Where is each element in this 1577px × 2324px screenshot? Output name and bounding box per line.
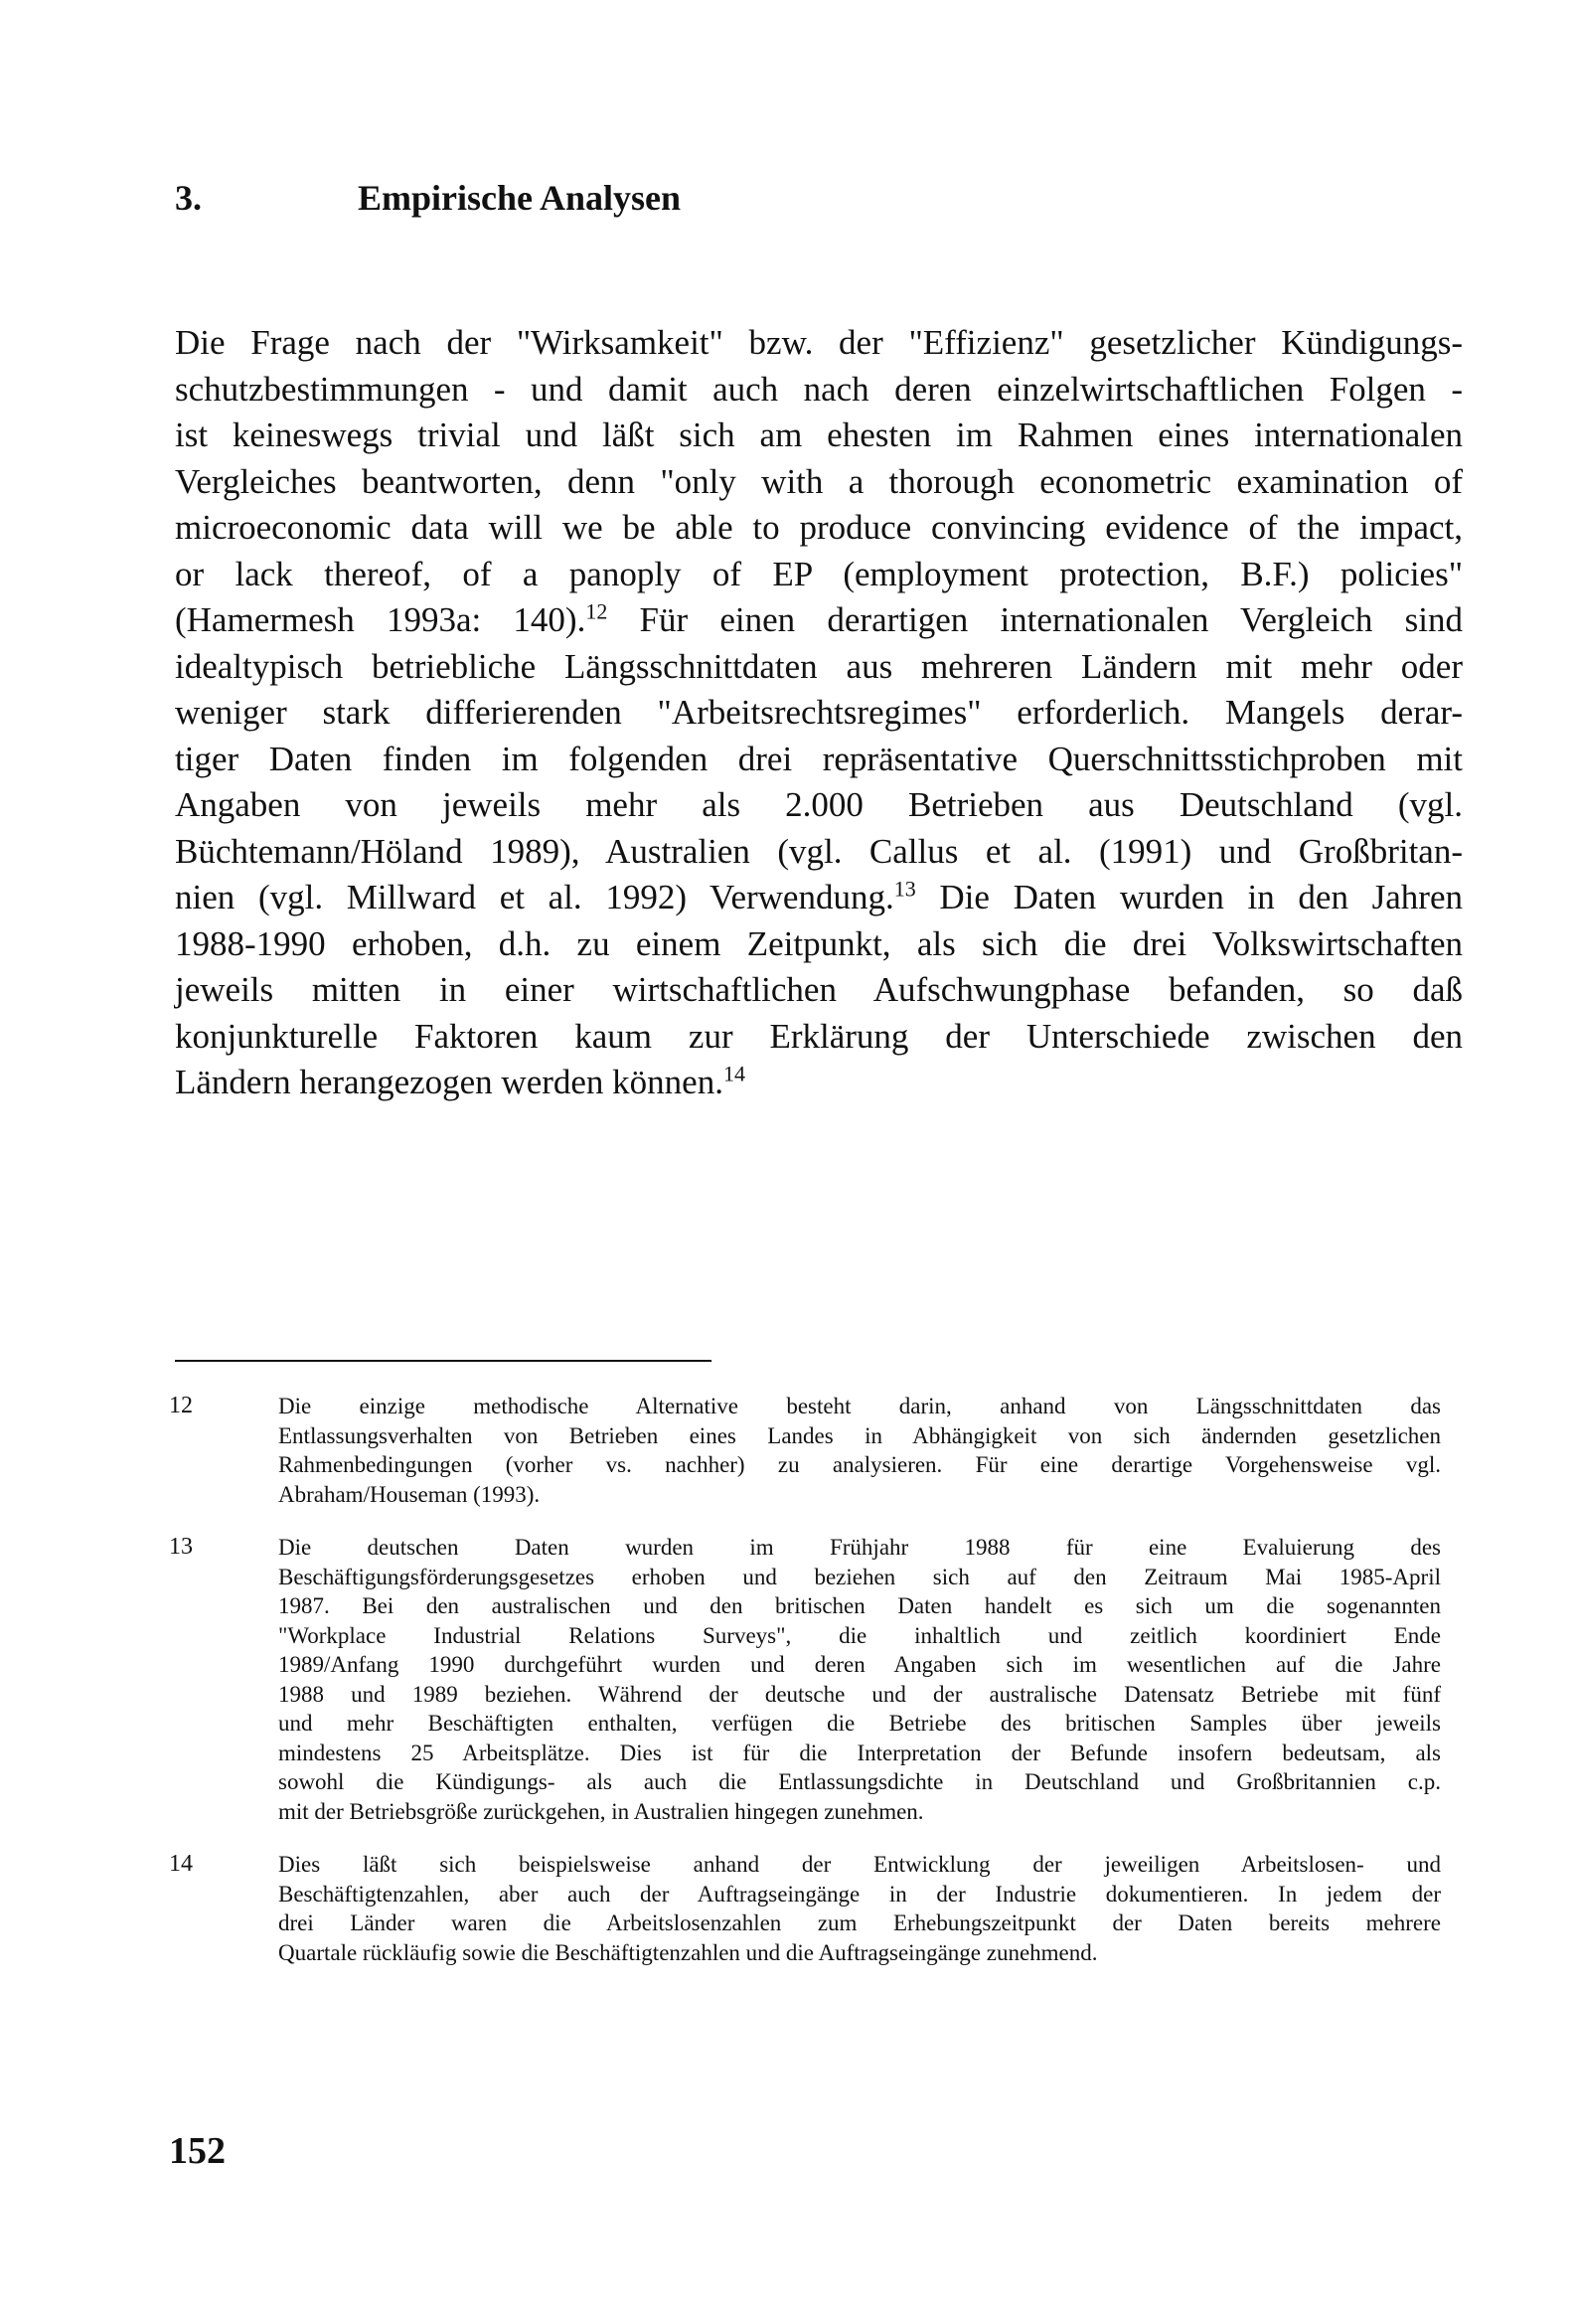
section-heading: [175, 177, 681, 219]
body-line: Angaben von jeweils mehr als 2.000 Betrieben aus Deutschland (vgl.: [175, 785, 1463, 824]
footnote-line: 1988 und 1989 beziehen. Während der deutsche und der australische Datensatz Betriebe mit fünf: [278, 1681, 1441, 1707]
body-line: Büchtemann/Höland 1989), Australien (vgl. Callus et al. (1991) und Großbritan-: [175, 831, 1463, 871]
body-line-text: nien (vgl. Millward et al. 1992) Verwendung.: [175, 878, 894, 916]
body-line: microeconomic data will we be able to produce convincing evidence of the impact,: [175, 508, 1463, 547]
footnote-text: [278, 1850, 1441, 1967]
footnote-line: Beschäftigtenzahlen, aber auch der Auftragseingänge in der Industrie dokumentieren. In jedem der: [278, 1881, 1441, 1907]
footnote-12: [169, 1392, 1441, 1509]
footnote-line: sowohl die Kündigungs- als auch die Entlassungsdichte in Deutschland und Großbritannien c.p.: [278, 1769, 1441, 1794]
footnote-line: mindestens 25 Arbeitsplätze. Dies ist für die Interpretation der Befunde insofern bedeutsam, als: [278, 1740, 1441, 1765]
body-line: konjunkturelle Faktoren kaum zur Erklärung der Unterschiede zwischen den: [175, 1016, 1463, 1056]
footnote-number: 12: [169, 1393, 193, 1418]
footnotes: [169, 1392, 1441, 1991]
footnote-line: Abraham/Houseman (1993).: [278, 1481, 541, 1507]
footnote-text: [278, 1392, 1441, 1509]
footnote-line: mit der Betriebsgröße zurückgehen, in Australien hingegen zunehmen.: [278, 1798, 924, 1824]
footnote-line: drei Länder waren die Arbeitslosenzahlen zum Erhebungszeitpunkt der Daten bereits mehrere: [278, 1910, 1441, 1935]
body-line: tiger Daten finden im folgenden drei repräsentative Querschnittsstichproben mit: [175, 739, 1463, 778]
footnote-line: 1989/Anfang 1990 durchgeführt wurden und deren Angaben sich im wesentlichen auf die Jahre: [278, 1652, 1441, 1677]
page-number: 152: [169, 2130, 226, 2172]
body-line-with-footnote: [175, 1060, 1463, 1106]
body-line: schutzbestimmungen - und damit auch nach deren einzelwirtschaftlichen Folgen -: [175, 369, 1463, 409]
section-title: Empirische Analysen: [358, 178, 682, 218]
footnote-ref-14[interactable]: 14: [722, 1061, 745, 1086]
footnote-line: 1987. Bei den australischen und den britischen Daten handelt es sich um die sogenannten: [278, 1593, 1441, 1618]
body-line: idealtypisch betriebliche Längsschnittdaten aus mehreren Ländern mit mehr oder: [175, 646, 1463, 686]
footnote-number: 14: [169, 1851, 193, 1877]
section-number: 3.: [175, 178, 202, 218]
footnote-line: Entlassungsverhalten von Betrieben eines Landes in Abhängigkeit von sich ändernden gesetzlichen: [278, 1422, 1441, 1448]
footnote-ref-12[interactable]: 12: [585, 598, 608, 624]
body-line: 1988-1990 erhoben, d.h. zu einem Zeitpunkt, als sich die drei Volkswirtschaften: [175, 923, 1463, 963]
footnote-14: [169, 1850, 1441, 1967]
footnote-text: [278, 1533, 1441, 1826]
footnote-line: Rahmenbedingungen (vorher vs. nachher) zu analysieren. Für eine derartige Vorgehensweise vgl.: [278, 1452, 1441, 1477]
footnote-line: Dies läßt sich beispielsweise anhand der Entwicklung der jeweiligen Arbeitslosen- und: [278, 1852, 1441, 1877]
body-line-with-footnote: [175, 875, 1463, 921]
footnote-line: Beschäftigungsförderungsgesetzes erhoben und beziehen sich auf den Zeitraum Mai 1985-April: [278, 1564, 1441, 1589]
body-line: Die Frage nach der "Wirksamkeit" bzw. der "Effizienz" gesetzlicher Kündigungs-: [175, 323, 1463, 362]
body-line-text: Ländern herangezogen werden können.: [175, 1063, 723, 1101]
body-line-text: (Hamermesh 1993a: 140).: [175, 600, 586, 639]
body-paragraph: [175, 320, 1463, 1106]
footnote-ref-13[interactable]: 13: [893, 876, 916, 902]
body-line: or lack thereof, of a panoply of EP (employment protection, B.F.) policies": [175, 554, 1463, 593]
body-line-text: Für einen derartigen internationalen Vergleich sind: [607, 600, 1463, 639]
footnote-divider: [175, 1360, 711, 1362]
body-line: ist keineswegs trivial und läßt sich am ehesten im Rahmen eines internationalen: [175, 415, 1463, 454]
footnote-line: "Workplace Industrial Relations Surveys", die inhaltlich und zeitlich koordiniert Ende: [278, 1622, 1441, 1648]
footnote-line: und mehr Beschäftigten enthalten, verfügen die Betriebe des britischen Samples über jeweils: [278, 1711, 1441, 1736]
body-line: jeweils mitten in einer wirtschaftlichen Aufschwungphase befanden, so daß: [175, 970, 1463, 1009]
footnote-line: Die deutschen Daten wurden im Frühjahr 1988 für eine Evaluierung des: [278, 1535, 1441, 1560]
footnote-13: [169, 1533, 1441, 1826]
footnote-number: 13: [169, 1534, 193, 1560]
body-line-text: Die Daten wurden in den Jahren: [915, 878, 1463, 916]
body-line-with-footnote: [175, 597, 1463, 644]
body-line: Vergleiches beantworten, denn "only with a thorough econometric examination of: [175, 461, 1463, 501]
body-line: weniger stark differierenden "Arbeitsrechtsregimes" erforderlich. Mangels derar-: [175, 693, 1463, 732]
footnote-line: Quartale rückläufig sowie die Beschäftigtenzahlen und die Auftragseingänge zunehmend.: [278, 1939, 1098, 1965]
footnote-line: Die einzige methodische Alternative besteht darin, anhand von Längsschnittdaten das: [278, 1394, 1441, 1418]
